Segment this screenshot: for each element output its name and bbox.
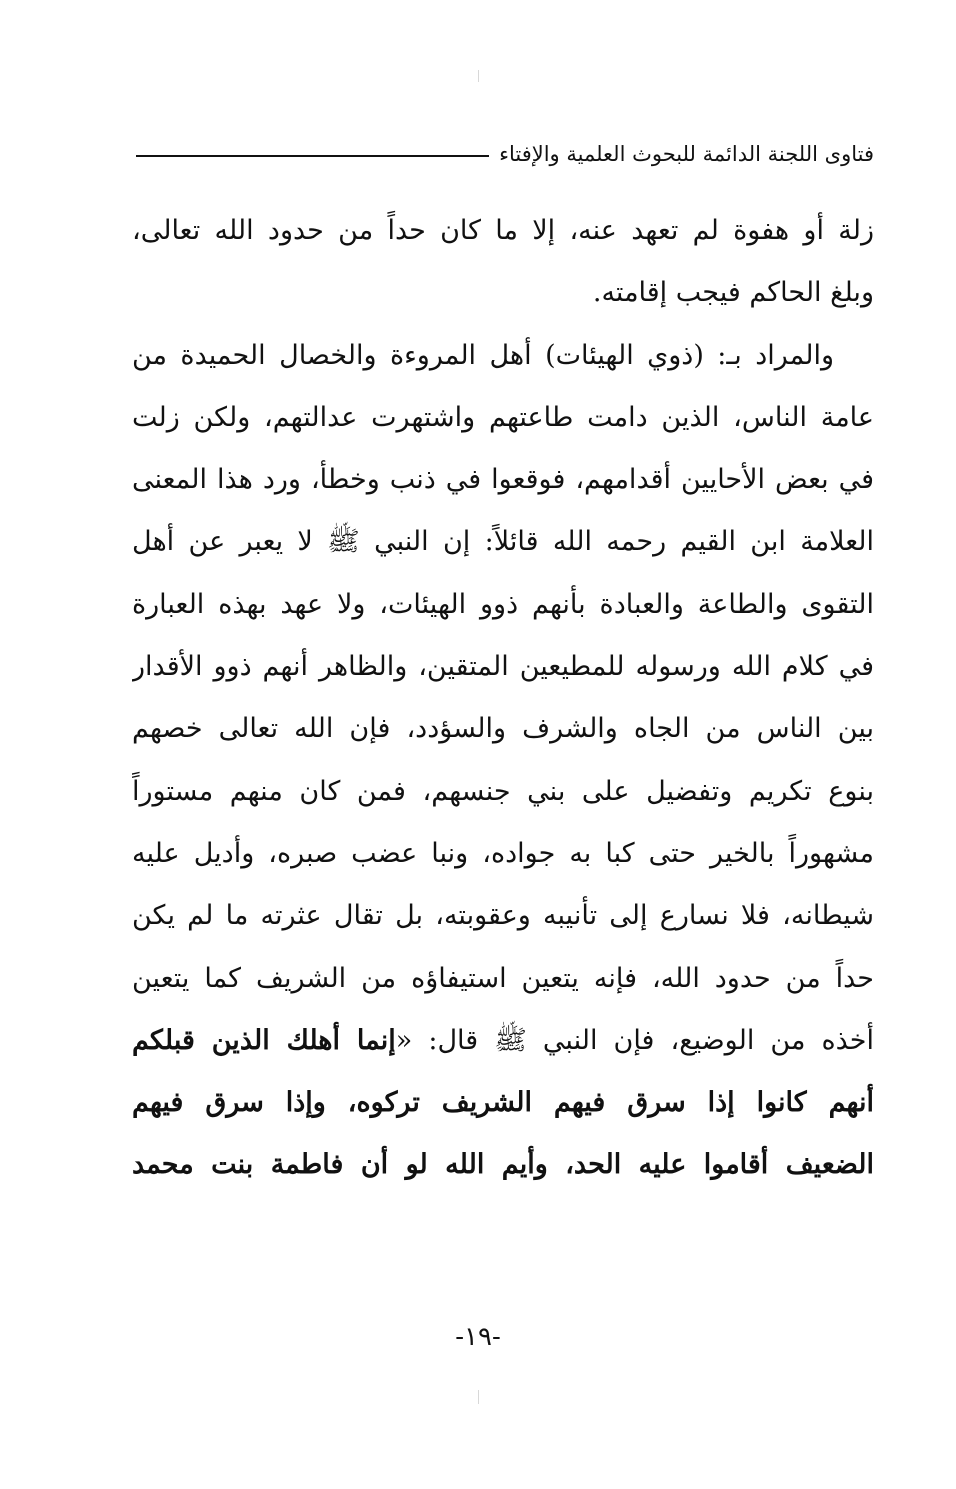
hadith-quote-line-3: الضعيف أقاموا عليه الحد، وأيم الله لو أن فاطمة بنت محمد xyxy=(132,1149,874,1181)
text-line-2: وبلغ الحاكم فيجب إقامته. xyxy=(592,277,874,309)
text-line-1: زلة أو هفوة لم تعهد عنه، إلا ما كان حداً من حدود الله تعالى، xyxy=(132,215,874,246)
page-number: -١٩- xyxy=(455,1322,501,1352)
text-line-15 xyxy=(132,1072,874,1134)
text-line-9: بين الناس من الجاه والشرف والسؤدد، فإن الله تعالى خصهم xyxy=(132,713,874,745)
header-rule xyxy=(136,155,489,157)
text-line-5: في بعض الأحايين أقدامهم، فوقعوا في ذنب وخطأ، ورد هذا المعنى xyxy=(132,464,874,496)
text-line-7: التقوى والطاعة والعبادة بأنهم ذوو الهيئات، ولا عهد بهذه العبارة xyxy=(132,588,874,620)
text-line-16 xyxy=(132,1134,874,1196)
scan-mark-bottom xyxy=(478,1390,479,1404)
text-line-12: شيطانه، فلا نسارع إلى تأنيبه وعقوبته، بل تقال عثرته ما لم يكن xyxy=(132,900,874,932)
text-line-8: في كلام الله ورسوله للمطيعين المتقين، والظاهر أنهم ذوو الأقدار xyxy=(132,651,874,683)
body-text xyxy=(132,200,874,1197)
text-line-11: مشهوراً بالخير حتى كبا به جواده، ونبا عضب صبره، وأديل عليه xyxy=(132,837,874,869)
text-line-6: العلامة ابن القيم رحمه الله قائلاً: إن النبي ﷺ لا يعبر عن أهل xyxy=(132,526,874,558)
text-line-3: والمراد بـ: (ذوي الهيئات) أهل المروءة والخصال الحميدة من xyxy=(132,339,834,371)
hadith-quote-start: إنما أهلك الذين قبلكم xyxy=(132,1024,396,1056)
running-header xyxy=(136,136,874,172)
text-line-4: عامة الناس، الذين دامت طاعتهم واشتهرت عدالتهم، ولكن زلت xyxy=(132,401,874,433)
text-line-14 xyxy=(132,1010,874,1072)
scan-mark-top xyxy=(478,70,479,82)
header-title: فتاوى اللجنة الدائمة للبحوث العلمية والإفتاء xyxy=(499,142,874,166)
hadith-quote-line-2: أنهم كانوا إذا سرق فيهم الشريف تركوه، وإذا سرق فيهم xyxy=(132,1087,874,1119)
text-line-10: بنوع تكريم وتفضيل على بني جنسهم، فمن كان منهم مستوراً xyxy=(132,775,874,807)
text-line-14-plain: أخذه من الوضيع، فإن النبي ﷺ قال: « xyxy=(395,1024,874,1056)
text-line-13: حداً من حدود الله، فإنه يتعين استيفاؤه من الشريف كما يتعين xyxy=(132,962,874,994)
